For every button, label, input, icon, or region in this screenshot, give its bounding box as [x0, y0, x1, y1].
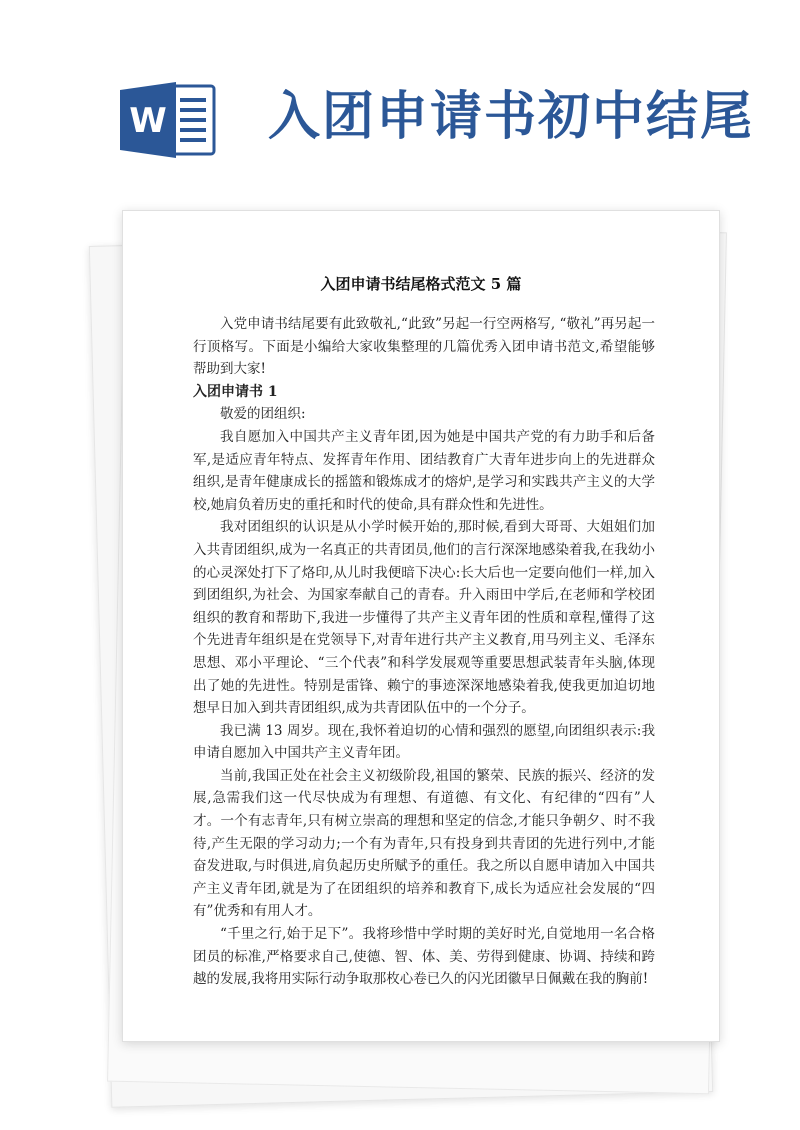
banner-title: 入团申请书初中结尾: [268, 87, 755, 147]
salutation: 敬爱的团组织:: [220, 406, 306, 423]
body-paragraph: 我已满 13 周岁。现在,我怀着迫切的心情和强烈的愿望,向团组织表示:我申请自愿加入中国共产主义青年团。: [193, 722, 655, 762]
document-title: 入团申请书结尾格式范文 5 篇: [320, 275, 522, 293]
section-heading: 入团申请书 1: [193, 383, 278, 400]
word-logo-letter: W: [129, 101, 167, 141]
intro-paragraph: 入党申请书结尾要有此致敬礼,“此致”另起一行空两格写, “敬礼”再另起一行顶格写。下面是小编给大家收集整理的几篇优秀入团申请书范文,希望能够帮助到大家!: [193, 316, 655, 378]
body-paragraph: 我对团组织的认识是从小学时候开始的,那时候,看到大哥哥、大姐姐们加入共青团组织,成为一名真正的共青团员,他们的言行深深地感染着我,在我幼小的心灵深处打下了烙印,从儿时我便暗下决心:长大后也一定要向他们一样,加入到团组织,为社会、为国家奉献自己的青春。升入雨田中学后,在老师和学校团组织的教育和帮助下,我进一步懂得了共产主义青年团的性质和章程,懂得了这个先进青年组织是在党领导下,对青年进行共产主义教育,用马列主义、毛泽东思想、邓小平理论、“三个代表”和科学发展观等重要思想武装青年头脑,体现出了她的先进性。特别是雷锋、赖宁的事迹深深地感染着我,使我更加迫切地想早日加入到共青团组织,成为共青团队伍中的一个分子。: [193, 519, 655, 717]
body-paragraph: 当前,我国正处在社会主义初级阶段,祖国的繁荣、民族的振兴、经济的发展,急需我们这一代尽快成为有理想、有道德、有文化、有纪律的“四有”人才。一个有志青年,只有树立崇高的理想和坚定的信念,才能只争朝夕、时不我待,产生无限的学习动力;一个有为青年,只有投身到共青团的先进行列中,才能奋发进取,与时俱进,肩负起历史所赋予的重任。我之所以自愿申请加入中国共产主义青年团,就是为了在团组织的培养和教育下,成长为适应社会发展的“四有”优秀和有用人才。: [193, 767, 655, 920]
document-body: [193, 313, 655, 991]
document-page: [122, 210, 720, 1042]
body-paragraph: “千里之行,始于足下”。我将珍惜中学时期的美好时光,自觉地用一名合格团员的标准,严格要求自己,使德、智、体、美、劳得到健康、协调、持续和跨越的发展,我将用实际行动争取那枚心卷已久的闪光团徽早日佩戴在我的胸前!: [193, 926, 655, 988]
word-document-icon: [118, 80, 218, 160]
banner: [0, 0, 800, 200]
body-paragraph: 我自愿加入中国共产主义青年团,因为她是中国共产党的有力助手和后备军,是适应青年特点、发挥青年作用、团结教育广大青年进步向上的先进群众组织,是青年健康成长的摇篮和锻炼成才的熔炉,是学习和实践共产主义的大学校,她肩负着历史的重托和时代的使命,具有群众性和先进性。: [193, 428, 655, 513]
